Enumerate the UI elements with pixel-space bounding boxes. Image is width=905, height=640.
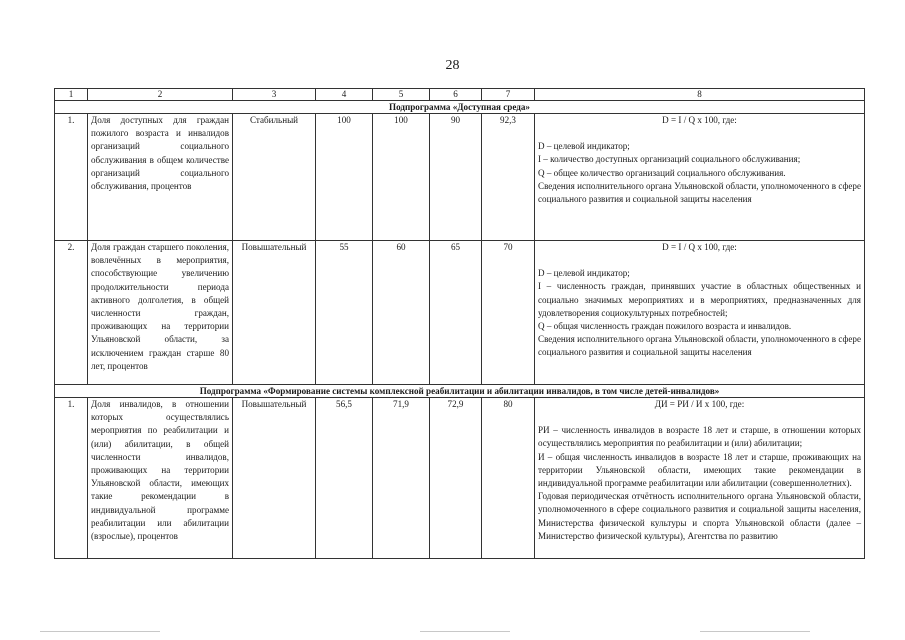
table-row bbox=[55, 241, 865, 385]
table-row bbox=[55, 114, 865, 241]
indicator-type: Повышательный bbox=[233, 241, 316, 385]
value-col-7: 92,3 bbox=[482, 114, 535, 241]
value-col-5: 60 bbox=[373, 241, 430, 385]
scan-artifact bbox=[420, 631, 510, 632]
indicators-table bbox=[54, 88, 865, 559]
subprogram-title: Подпрограмма «Доступная среда» bbox=[55, 101, 865, 114]
value-col-6: 90 bbox=[430, 114, 482, 241]
method-line: Сведения исполнительного органа Ульяновской области, уполномоченного в сфере социального развития и социальной защиты населения bbox=[538, 180, 861, 205]
scan-artifact bbox=[700, 631, 810, 632]
indicator-type: Повышательный bbox=[233, 398, 316, 559]
subprogram-header-row bbox=[55, 101, 865, 114]
formula: D = I / Q x 100, где: bbox=[662, 115, 737, 125]
formula: ДИ = РИ / И x 100, где: bbox=[654, 399, 745, 409]
calculation-method bbox=[535, 398, 865, 559]
method-line: Годовая периодическая отчётность исполнительного органа Ульяновской области, уполномоченного в сфере социального развития и социальной защиты населения, Министерства физической культуры и спорта Ульяновской области (далее – Министерство физической культуры), Агентства по развитию bbox=[538, 491, 861, 541]
table-row bbox=[55, 398, 865, 559]
subprogram-title: Подпрограмма «Формирование системы комплексной реабилитации и абилитации инвалидов, в том числе детей-инвалидов» bbox=[55, 385, 865, 398]
calculation-method bbox=[535, 241, 865, 385]
indicator-name: Доля доступных для граждан пожилого возраста и инвалидов организаций социального обслуживания в общем количестве организаций социального обслуживания, процентов bbox=[88, 114, 233, 241]
method-line: Q – общая численность граждан пожилого возраста и инвалидов. bbox=[538, 321, 792, 332]
page-number: 28 bbox=[445, 58, 460, 73]
method-line: I – количество доступных организаций социального обслуживания; bbox=[538, 154, 801, 165]
method-line: D – целевой индикатор; bbox=[538, 141, 630, 152]
row-number: 1. bbox=[55, 398, 88, 559]
column-number: 6 bbox=[430, 89, 482, 101]
value-col-4: 100 bbox=[316, 114, 373, 241]
method-line: I – численность граждан, принявших участие в областных общественных и социально значимых мероприятиях и в мероприятиях, предназначенных для удовлетворения социокультурных потребностей; bbox=[538, 281, 861, 318]
column-number-row bbox=[55, 89, 865, 101]
subprogram-header-row bbox=[55, 385, 865, 398]
method-line: Сведения исполнительного органа Ульяновской области, уполномоченного в сфере социального развития и социальной защиты населения bbox=[538, 334, 861, 358]
method-line: РИ – численность инвалидов в возрасте 18 лет и старше, в отношении которых осуществлялись мероприятия по реабилитации и (или) абилитации; bbox=[538, 425, 861, 449]
value-col-6: 65 bbox=[430, 241, 482, 385]
column-number: 8 bbox=[535, 89, 865, 101]
scan-artifact bbox=[40, 631, 160, 632]
column-number: 7 bbox=[482, 89, 535, 101]
value-col-7: 80 bbox=[482, 398, 535, 559]
row-number: 1. bbox=[55, 114, 88, 241]
method-line: D – целевой индикатор; bbox=[538, 268, 630, 279]
indicator-name: Доля граждан старшего поколения, вовлечённых в мероприятия, способствующие увеличению продолжительности периода активного долголетия, в общей численности граждан, проживающих на территории Ульяновской области, за исключением граждан старше 80 лет, процентов bbox=[88, 241, 233, 385]
value-col-4: 55 bbox=[316, 241, 373, 385]
indicator-name: Доля инвалидов, в отношении которых осуществлялись мероприятия по реабилитации и (или) абилитации, в общей численности инвалидов, проживающих на территории Ульяновской области, имеющих такие рекомендации в индивидуальной программе реабилитации или абилитации (взрослые), процентов bbox=[88, 398, 233, 559]
row-number: 2. bbox=[55, 241, 88, 385]
calculation-method bbox=[535, 114, 865, 241]
method-line: И – общая численность инвалидов в возрасте 18 лет и старше, проживающих на территории Ульяновской области, имеющих такие рекомендации в индивидуальной программе реабилитации или абилитации (совершеннолетних). bbox=[538, 451, 861, 489]
value-col-5: 71,9 bbox=[373, 398, 430, 559]
value-col-4: 56,5 bbox=[316, 398, 373, 559]
column-number: 3 bbox=[233, 89, 316, 101]
value-col-6: 72,9 bbox=[430, 398, 482, 559]
column-number: 4 bbox=[316, 89, 373, 101]
column-number: 1 bbox=[55, 89, 88, 101]
value-col-7: 70 bbox=[482, 241, 535, 385]
column-number: 5 bbox=[373, 89, 430, 101]
formula: D = I / Q x 100, где: bbox=[662, 242, 737, 252]
column-number: 2 bbox=[88, 89, 233, 101]
value-col-5: 100 bbox=[373, 114, 430, 241]
method-line: Q – общее количество организаций социального обслуживания. bbox=[538, 167, 786, 178]
indicator-type: Стабильный bbox=[233, 114, 316, 241]
